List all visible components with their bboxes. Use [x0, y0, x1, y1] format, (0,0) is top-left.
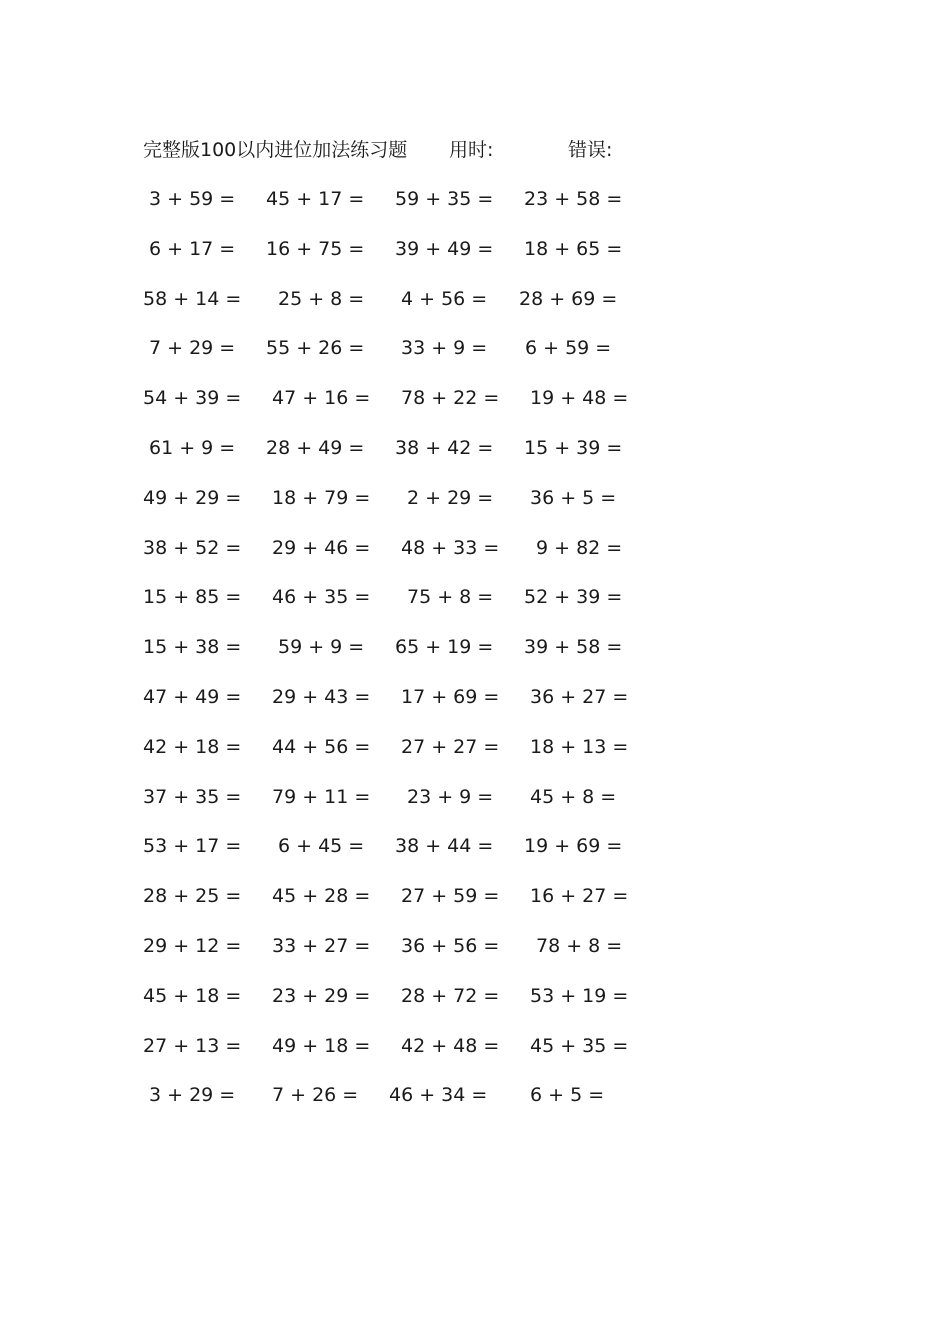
addition-problem: 29 + 46 = — [272, 536, 371, 559]
addition-problem: 39 + 58 = — [524, 636, 623, 659]
addition-problem: 42 + 48 = — [401, 1034, 500, 1057]
addition-problem: 53 + 19 = — [530, 984, 629, 1007]
addition-problem: 78 + 22 = — [401, 387, 500, 410]
addition-problem: 18 + 79 = — [272, 486, 371, 509]
addition-problem: 18 + 13 = — [530, 735, 629, 758]
addition-problem: 75 + 8 = — [407, 586, 494, 609]
addition-problem: 33 + 9 = — [401, 337, 488, 360]
addition-problem: 36 + 5 = — [530, 486, 617, 509]
time-label: 用时: — [449, 139, 494, 161]
addition-problem: 45 + 35 = — [530, 1034, 629, 1057]
addition-problem: 53 + 17 = — [143, 835, 242, 858]
addition-problem: 27 + 27 = — [401, 735, 500, 758]
addition-problem: 15 + 85 = — [143, 586, 242, 609]
addition-problem: 37 + 35 = — [143, 785, 242, 808]
addition-problem: 25 + 8 = — [278, 287, 365, 310]
addition-problem: 29 + 12 = — [143, 934, 242, 957]
addition-problem: 4 + 56 = — [401, 287, 488, 310]
problem-row — [0, 832, 950, 882]
problem-row — [0, 235, 950, 285]
addition-problem: 15 + 39 = — [524, 436, 623, 459]
addition-problem: 47 + 49 = — [143, 685, 242, 708]
problem-row — [0, 733, 950, 783]
addition-problem: 46 + 34 = — [389, 1084, 488, 1107]
addition-problem: 38 + 44 = — [395, 835, 494, 858]
problem-row — [0, 783, 950, 833]
addition-problem: 46 + 35 = — [272, 586, 371, 609]
problem-grid — [0, 185, 950, 1131]
addition-problem: 36 + 56 = — [401, 934, 500, 957]
addition-problem: 54 + 39 = — [143, 387, 242, 410]
problem-row — [0, 1032, 950, 1082]
problem-row — [0, 484, 950, 534]
addition-problem: 42 + 18 = — [143, 735, 242, 758]
problem-row — [0, 633, 950, 683]
addition-problem: 23 + 9 = — [407, 785, 494, 808]
addition-problem: 44 + 56 = — [272, 735, 371, 758]
errors-label: 错误: — [568, 139, 613, 161]
addition-problem: 55 + 26 = — [266, 337, 365, 360]
addition-problem: 49 + 18 = — [272, 1034, 371, 1057]
problem-row — [0, 334, 950, 384]
addition-problem: 45 + 18 = — [143, 984, 242, 1007]
problem-row — [0, 583, 950, 633]
addition-problem: 36 + 27 = — [530, 685, 629, 708]
addition-problem: 78 + 8 = — [536, 934, 623, 957]
problem-row — [0, 982, 950, 1032]
problem-row — [0, 932, 950, 982]
problem-row — [0, 185, 950, 235]
addition-problem: 16 + 27 = — [530, 885, 629, 908]
addition-problem: 19 + 69 = — [524, 835, 623, 858]
addition-problem: 3 + 59 = — [149, 188, 236, 210]
addition-problem: 18 + 65 = — [524, 237, 623, 260]
addition-problem: 2 + 29 = — [407, 486, 494, 509]
problem-row — [0, 683, 950, 733]
addition-problem: 29 + 43 = — [272, 685, 371, 708]
addition-problem: 28 + 72 = — [401, 984, 500, 1007]
addition-problem: 59 + 9 = — [278, 636, 365, 659]
addition-problem: 33 + 27 = — [272, 934, 371, 957]
addition-problem: 52 + 39 = — [524, 586, 623, 609]
addition-problem: 45 + 28 = — [272, 885, 371, 908]
addition-problem: 28 + 69 = — [519, 287, 618, 310]
addition-problem: 28 + 49 = — [266, 436, 365, 459]
addition-problem: 7 + 29 = — [149, 337, 236, 360]
addition-problem: 39 + 49 = — [395, 237, 494, 260]
addition-problem: 58 + 14 = — [143, 287, 242, 310]
problem-row — [0, 384, 950, 434]
addition-problem: 38 + 52 = — [143, 536, 242, 559]
addition-problem: 3 + 29 = — [149, 1084, 236, 1107]
addition-problem: 23 + 58 = — [524, 188, 623, 210]
problem-row — [0, 1081, 950, 1131]
addition-problem: 6 + 17 = — [149, 237, 236, 260]
addition-problem: 61 + 9 = — [149, 436, 236, 459]
addition-problem: 6 + 45 = — [278, 835, 365, 858]
addition-problem: 65 + 19 = — [395, 636, 494, 659]
problem-row — [0, 882, 950, 932]
addition-problem: 79 + 11 = — [272, 785, 371, 808]
addition-problem: 9 + 82 = — [536, 536, 623, 559]
worksheet-title: 完整版100以内进位加法练习题 — [143, 139, 408, 161]
problem-row — [0, 534, 950, 584]
problem-row — [0, 285, 950, 335]
addition-problem: 27 + 13 = — [143, 1034, 242, 1057]
addition-problem: 6 + 59 = — [525, 337, 612, 360]
addition-problem: 19 + 48 = — [530, 387, 629, 410]
addition-problem: 23 + 29 = — [272, 984, 371, 1007]
addition-problem: 16 + 75 = — [266, 237, 365, 260]
addition-problem: 45 + 8 = — [530, 785, 617, 808]
addition-problem: 49 + 29 = — [143, 486, 242, 509]
addition-problem: 38 + 42 = — [395, 436, 494, 459]
addition-problem: 15 + 38 = — [143, 636, 242, 659]
addition-problem: 47 + 16 = — [272, 387, 371, 410]
addition-problem: 28 + 25 = — [143, 885, 242, 908]
addition-problem: 45 + 17 = — [266, 188, 365, 210]
addition-problem: 7 + 26 = — [272, 1084, 359, 1107]
problem-row — [0, 434, 950, 484]
addition-problem: 6 + 5 = — [530, 1084, 605, 1107]
addition-problem: 27 + 59 = — [401, 885, 500, 908]
addition-problem: 48 + 33 = — [401, 536, 500, 559]
addition-problem: 59 + 35 = — [395, 188, 494, 210]
addition-problem: 17 + 69 = — [401, 685, 500, 708]
